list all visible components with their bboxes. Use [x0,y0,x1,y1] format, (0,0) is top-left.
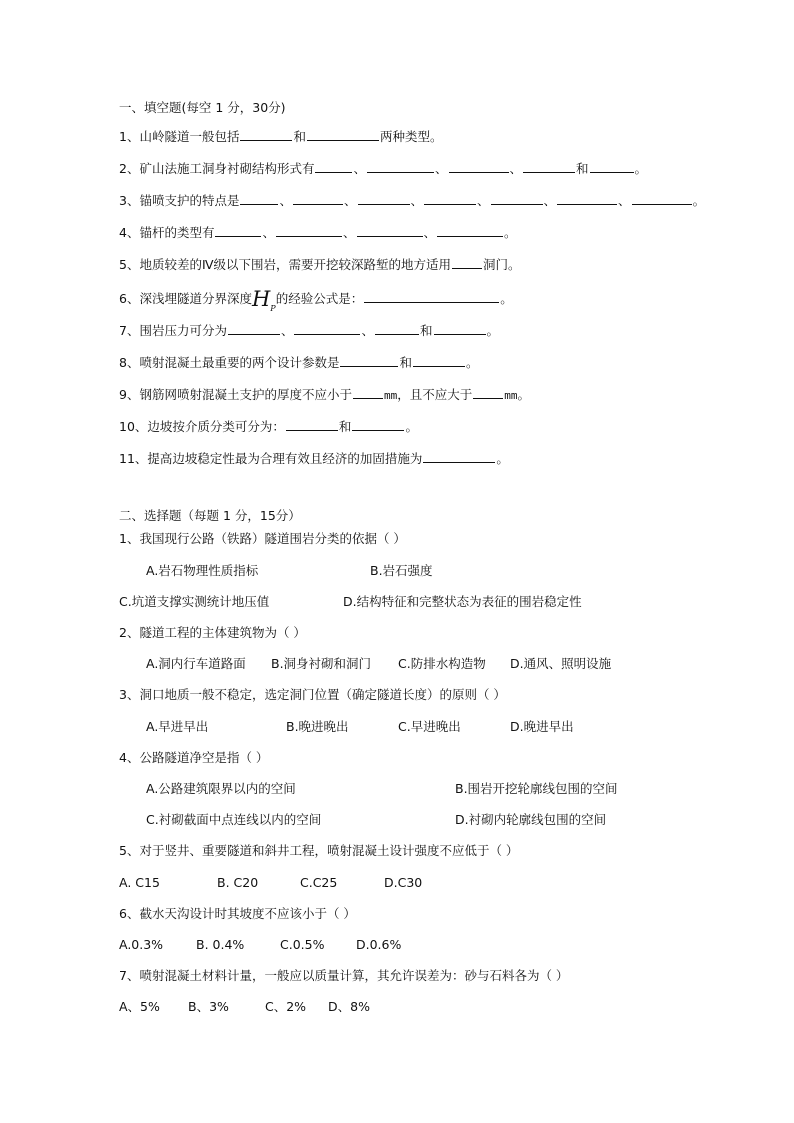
answer-blank[interactable] [424,192,476,205]
question-text: 和 [293,129,306,144]
question-2-6: 6、截水天沟设计时其坡度不应该小于（ ） [119,906,356,921]
question-text: 4、锚杆的类型有 [119,225,215,240]
option-b[interactable]: B. C20 [217,875,259,890]
question-text: 的经验公式是： [275,291,364,306]
option-b[interactable]: B.岩石强度 [370,563,433,578]
question-1-8: 8、喷射混凝土最重要的两个设计参数是 和 。 [119,355,479,370]
question-1-7: 7、围岩压力可分为 、 、 和 。 [119,323,500,338]
question-text: 11、提高边坡稳定性最为合理有效且经济的加固措施为 [119,451,423,466]
answer-blank[interactable] [286,418,338,431]
option-a[interactable]: A.公路建筑限界以内的空间 [146,781,296,796]
answer-blank[interactable] [240,128,292,141]
question-text: 6、深浅埋隧道分界深度 [119,291,252,306]
question-text: 1、山岭隧道一般包括 [119,129,240,144]
hp-symbol: $H_P$ [251,287,276,314]
answer-blank[interactable] [240,192,278,205]
question-2-5: 5、对于竖井、重要隧道和斜井工程，喷射混凝土设计强度不应低于（ ） [119,843,519,858]
section2-heading: 二、选择题（每题 1 分，15分） [119,508,301,523]
question-2-1: 1、我国现行公路（铁路）隧道围岩分类的依据（ ） [119,531,406,546]
question-text: 9、钢筋网喷射混凝土支护的厚度不应小于 [119,387,352,402]
option-d[interactable]: D.通风、照明设施 [510,656,612,671]
answer-blank[interactable] [352,418,404,431]
option-c[interactable]: C.C25 [300,875,338,890]
question-text: 8、喷射混凝土最重要的两个设计参数是 [119,355,340,370]
answer-blank[interactable] [293,192,343,205]
answer-blank[interactable] [434,322,486,335]
question-text: 7、围岩压力可分为 [119,323,227,338]
answer-blank[interactable] [215,224,261,237]
question-2-4: 4、公路隧道净空是指（ ） [119,750,269,765]
question-2-3: 3、洞口地质一般不稳定，选定洞门位置（确定隧道长度）的原则（ ） [119,687,506,702]
question-2-2: 2、隧道工程的主体建筑物为（ ） [119,625,306,640]
option-d[interactable]: D.衬砌内轮廓线包围的空间 [455,812,607,827]
answer-blank[interactable] [632,192,692,205]
answer-blank[interactable] [307,128,379,141]
unit-label: mm [383,389,398,402]
option-b[interactable]: B. 0.4% [196,937,245,952]
question-1-9: 9、钢筋网喷射混凝土支护的厚度不应小于 mm，且不应大于 mm。 [119,387,530,402]
option-a[interactable]: A、5% [119,999,160,1014]
question-1-6: 6、深浅埋隧道分界深度$H_P$的经验公式是： 。 [119,287,513,314]
answer-blank[interactable] [452,256,482,269]
question-1-3: 3、锚喷支护的特点是 、 、 、 、 、 、 。 [119,193,706,208]
question-text: 5、地质较差的Ⅳ级以下围岩，需要开挖较深路堑的地方适用 [119,257,451,272]
option-d[interactable]: D.晚进早出 [510,719,574,734]
option-c[interactable]: C.早进晚出 [398,719,461,734]
answer-blank[interactable] [375,322,419,335]
option-c[interactable]: C.防排水构造物 [398,656,486,671]
option-a[interactable]: A.0.3% [119,937,164,952]
answer-blank[interactable] [491,192,543,205]
option-d[interactable]: D.C30 [384,875,423,890]
answer-blank[interactable] [358,192,410,205]
question-text: 两种类型。 [379,129,443,144]
answer-blank[interactable] [353,386,383,399]
question-2-7: 7、喷射混凝土材料计量，一般应以质量计算，其允许误差为：砂与石料各为（ ） [119,968,569,983]
question-1-11: 11、提高边坡稳定性最为合理有效且经济的加固措施为 。 [119,451,509,466]
question-text: ，且不应大于 [397,387,473,402]
answer-blank[interactable] [413,354,465,367]
question-text: 2、矿山法施工洞身衬砌结构形式有 [119,161,315,176]
answer-blank[interactable] [228,322,280,335]
option-a[interactable]: A. C15 [119,875,160,890]
option-b[interactable]: B、3% [188,999,229,1014]
option-a[interactable]: A.洞内行车道路面 [146,656,246,671]
question-1-4: 4、锚杆的类型有 、 、 、 。 [119,225,517,240]
answer-blank[interactable] [357,224,423,237]
answer-blank[interactable] [523,160,575,173]
question-1-2: 2、矿山法施工洞身衬砌结构形式有 、 、 、 和 。 [119,161,648,176]
option-a[interactable]: A.岩石物理性质指标 [146,563,259,578]
question-text: 洞门。 [483,257,521,272]
question-1-10: 10、边坡按介质分类可分为： 和 。 [119,419,418,434]
answer-blank[interactable] [449,160,509,173]
question-1-1 [119,128,443,145]
answer-blank[interactable] [473,386,503,399]
option-b[interactable]: B.围岩开挖轮廓线包围的空间 [455,781,618,796]
unit-label: mm [504,389,518,402]
option-a[interactable]: A.早进早出 [146,719,209,734]
answer-blank[interactable] [437,224,503,237]
answer-blank[interactable] [364,290,499,303]
question-text: 3、锚喷支护的特点是 [119,193,240,208]
section1-heading: 一、填空题(每空 1 分，30分) [119,100,286,115]
option-c[interactable]: C、2% [265,999,307,1014]
option-c[interactable]: C.0.5% [280,937,325,952]
question-text: 10、边坡按介质分类可分为： [119,419,285,434]
option-d[interactable]: D、8% [328,999,370,1014]
option-d[interactable]: D.0.6% [356,937,402,952]
question-1-5 [119,256,521,273]
answer-blank[interactable] [276,224,342,237]
answer-blank[interactable] [315,160,352,173]
answer-blank[interactable] [367,160,434,173]
answer-blank[interactable] [557,192,617,205]
answer-blank[interactable] [423,450,495,463]
option-d[interactable]: D.结构特征和完整状态为表征的围岩稳定性 [343,594,582,609]
option-c[interactable]: C.坑道支撑实测统计地压值 [119,594,270,609]
answer-blank[interactable] [340,354,398,367]
option-c[interactable]: C.衬砌截面中点连线以内的空间 [146,812,322,827]
answer-blank[interactable] [590,160,634,173]
option-b[interactable]: B.晚进晚出 [286,719,349,734]
answer-blank[interactable] [294,322,360,335]
option-b[interactable]: B.洞身衬砌和洞门 [271,656,372,671]
